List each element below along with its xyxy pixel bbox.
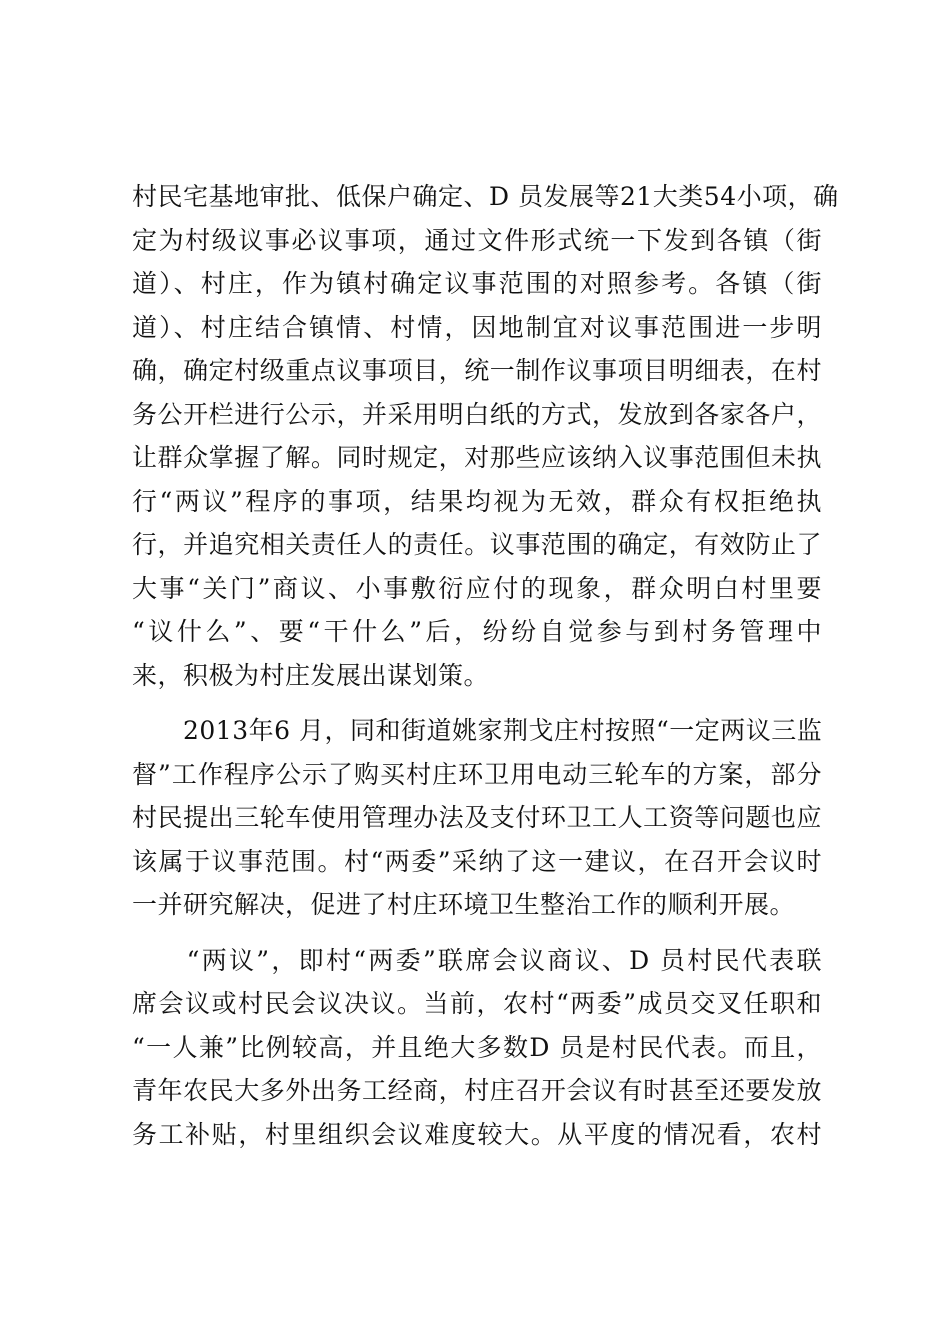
text-line: 一并研究解决，促进了村庄环境卫生整治工作的顺利开展。 <box>132 890 796 919</box>
text-line: 行“两议”程序的事项，结果均视为无效，群众有权拒绝执 <box>132 486 822 516</box>
text-line: 道）、村庄，作为镇村确定议事范围的对照参考。各镇（街 <box>132 269 822 298</box>
text-line: 该属于议事范围。村“两委”采纳了这一建议，在召开会议时 <box>132 846 822 876</box>
paragraph <box>132 939 822 1157</box>
text-line: 确，确定村级重点议事项目，统一制作议事项目明细表，在村 <box>132 356 822 385</box>
text-line: 村民宅基地审批、低保户确定、D 员发展等21大类54小项，确 <box>132 182 839 211</box>
paragraph-gap <box>132 697 822 709</box>
text-line: “一人兼”比例较高，并且绝大多数D 员是村民代表。而且， <box>132 1032 822 1062</box>
text-line: 村民提出三轮车使用管理办法及支付环卫工人工资等问题也应 <box>132 803 822 832</box>
text-line: 务公开栏进行公示，并采用明白纸的方式，发放到各家各户， <box>132 399 822 429</box>
paragraph <box>132 709 822 927</box>
text-line: 席会议或村民会议决议。当前，农村“两委”成员交叉任职和 <box>132 989 822 1018</box>
text-line: 行，并追究相关责任人的责任。议事范围的确定，有效防止了 <box>132 530 822 559</box>
text-line: 督”工作程序公示了购买村庄环卫用电动三轮车的方案，部分 <box>132 759 822 789</box>
document-body <box>132 175 839 1156</box>
text-line: “两议”，即村“两委”联席会议商议、D 员村民代表联 <box>132 945 822 975</box>
text-line: 大事“关门”商议、小事敷衍应付的现象，群众明白村里要 <box>132 573 822 603</box>
text-line: 青年农民大多外出务工经商，村庄召开会议有时甚至还要发放 <box>132 1076 822 1105</box>
paragraph-gap <box>132 927 822 939</box>
paragraph <box>132 175 839 697</box>
text-line: 2013年6 月，同和街道姚家荆戈庄村按照“一定两议三监 <box>132 716 823 745</box>
text-line: “议什么”、要“干什么”后，纷纷自觉参与到村务管理中 <box>132 617 822 646</box>
text-line: 定为村级议事必议事项，通过文件形式统一下发到各镇（街 <box>132 225 822 255</box>
text-line: 务工补贴，村里组织会议难度较大。从平度的情况看，农村 <box>132 1119 822 1149</box>
text-line: 来，积极为村庄发展出谋划策。 <box>132 660 490 690</box>
text-line: 让群众掌握了解。同时规定，对那些应该纳入议事范围但未执 <box>132 443 822 472</box>
text-line: 道）、村庄结合镇情、村情，因地制宜对议事范围进一步明 <box>132 312 822 342</box>
